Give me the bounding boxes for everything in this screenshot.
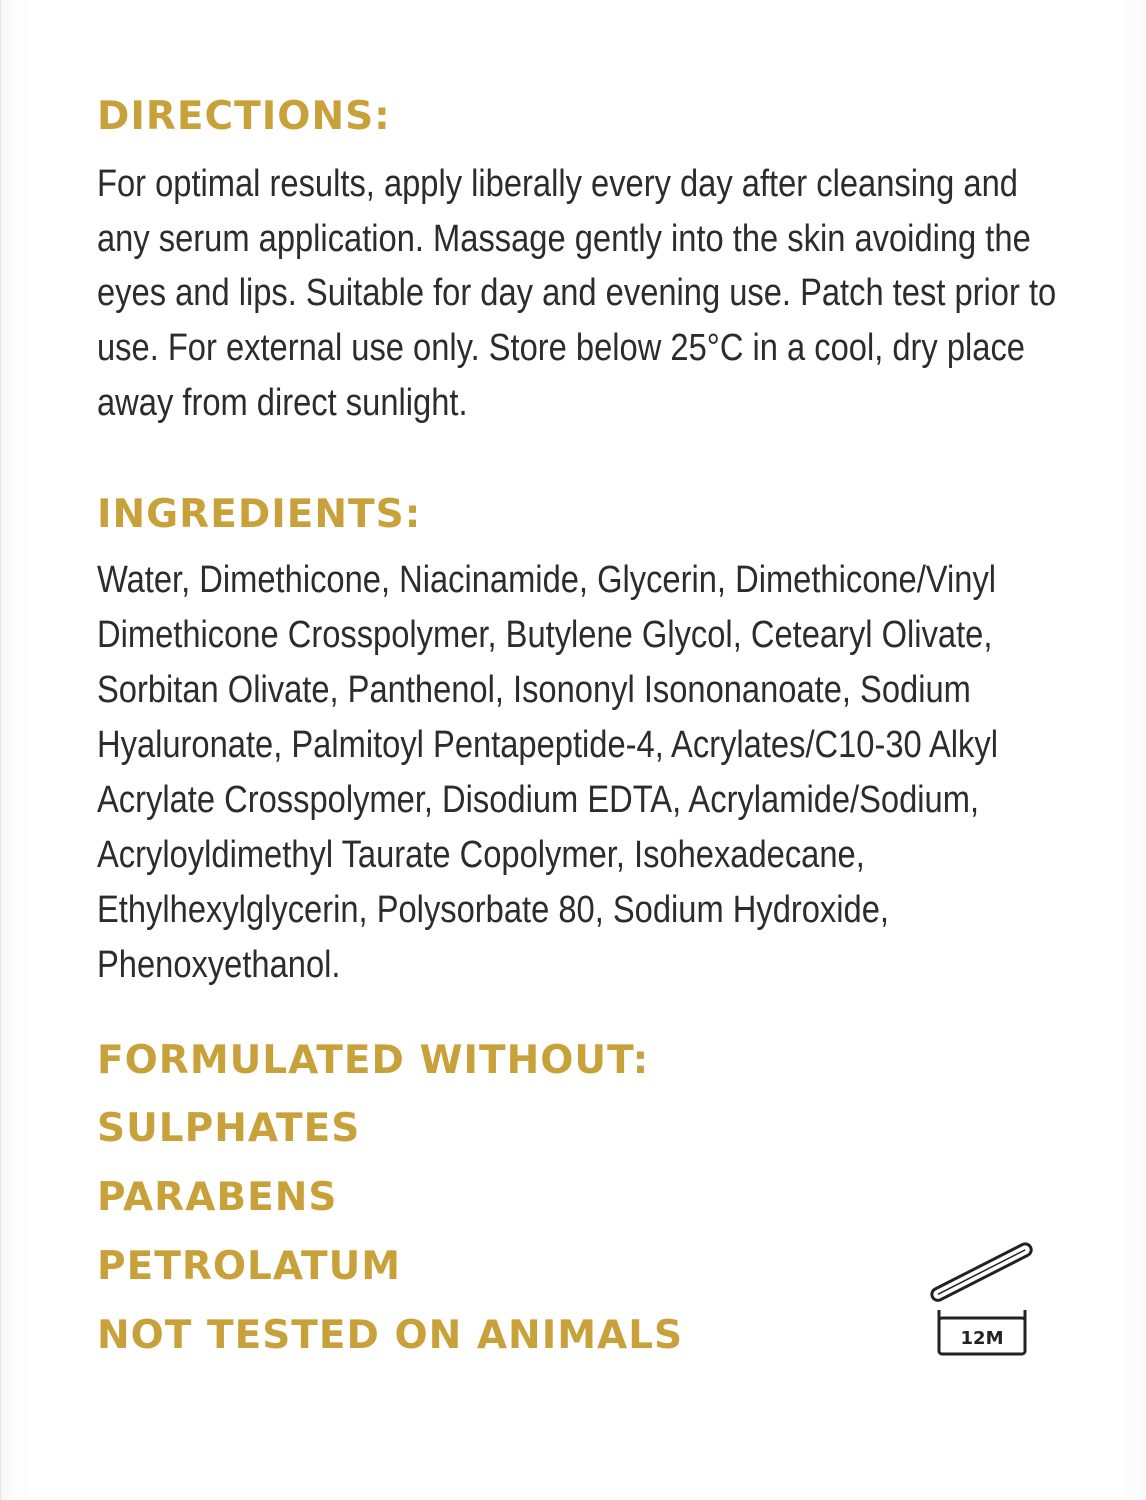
open-jar-icon [927,1238,1037,1358]
formulated-without-item: PARABENS [97,1175,338,1220]
formulated-without-heading: FORMULATED WITHOUT: [97,1038,650,1083]
formulated-without-item: SULPHATES [97,1106,361,1151]
ingredients-line: Phenoxyethanol. [97,944,341,986]
directions-line: eyes and lips. Suitable for day and evening use. Patch test prior to [97,272,1057,314]
ingredients-heading: INGREDIENTS: [97,492,422,537]
ingredients-line: Acrylate Crosspolymer, Disodium EDTA, Acrylamide/Sodium, [97,779,980,821]
formulated-without-item: PETROLATUM [97,1244,402,1289]
directions-line: away from direct sunlight. [97,382,468,424]
directions-line: For optimal results, apply liberally every day after cleansing and [97,163,1018,205]
directions-line: any serum application. Massage gently into the skin avoiding the [97,218,1031,260]
ingredients-line: Dimethicone Crosspolymer, Butylene Glycol, Cetearyl Olivate, [97,614,993,656]
pao-label: 12M [960,1328,1004,1349]
ingredients-line: Sorbitan Olivate, Panthenol, Isononyl Isononanoate, Sodium [97,669,971,711]
formulated-without-item: NOT TESTED ON ANIMALS [97,1313,684,1358]
ingredients-line: Acryloyldimethyl Taurate Copolymer, Isohexadecane, [97,834,865,876]
ingredients-line: Hyaluronate, Palmitoyl Pentapeptide-4, Acrylates/C10-30 Alkyl [97,724,998,766]
directions-line: use. For external use only. Store below 25°C in a cool, dry place [97,327,1025,369]
ingredients-line: Water, Dimethicone, Niacinamide, Glycerin, Dimethicone/Vinyl [97,559,997,601]
period-after-opening-symbol [927,1238,1037,1358]
directions-heading: DIRECTIONS: [97,94,391,139]
ingredients-line: Ethylhexylglycerin, Polysorbate 80, Sodium Hydroxide, [97,889,889,931]
